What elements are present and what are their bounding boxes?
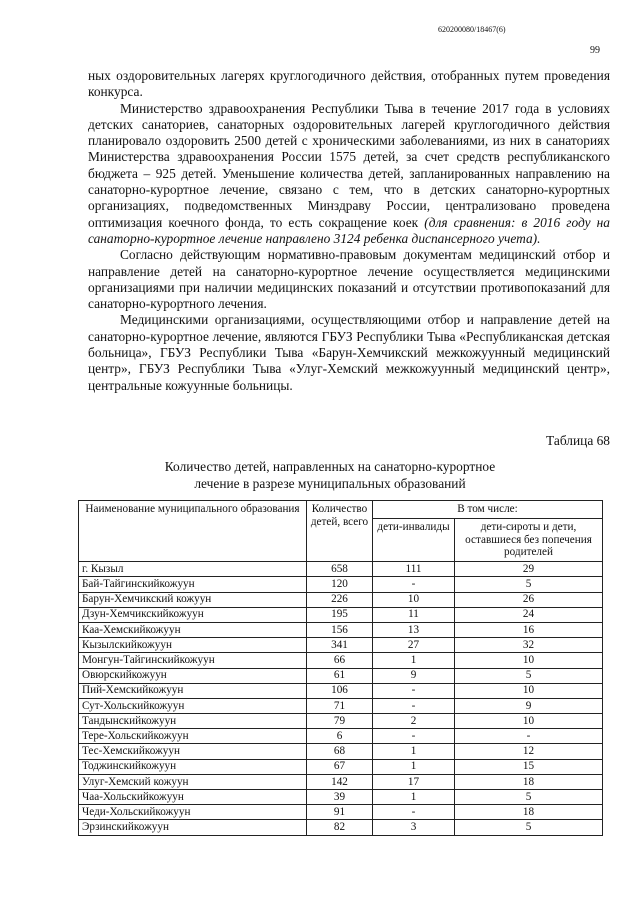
document-id: 620200080/18467(6) xyxy=(438,25,506,34)
total-cell: 66 xyxy=(307,653,373,668)
orphans-cell: 5 xyxy=(455,577,603,592)
table-row xyxy=(79,592,603,607)
name-cell: Эрзинскийкожуун xyxy=(79,820,307,835)
total-cell: 71 xyxy=(307,698,373,713)
disabled-cell: 1 xyxy=(373,759,455,774)
total-cell: 79 xyxy=(307,714,373,729)
table-row xyxy=(79,790,603,805)
paragraph xyxy=(88,247,610,312)
total-cell: 341 xyxy=(307,638,373,653)
total-cell: 39 xyxy=(307,790,373,805)
table-row xyxy=(79,607,603,622)
orphans-cell: 12 xyxy=(455,744,603,759)
total-cell: 68 xyxy=(307,744,373,759)
total-cell: 91 xyxy=(307,805,373,820)
disabled-cell: - xyxy=(373,683,455,698)
name-cell: Монгун-Тайгинскийкожуун xyxy=(79,653,307,668)
total-cell: 226 xyxy=(307,592,373,607)
disabled-cell: 1 xyxy=(373,744,455,759)
orphans-cell: 16 xyxy=(455,622,603,637)
table-row xyxy=(79,577,603,592)
disabled-cell: - xyxy=(373,698,455,713)
total-cell: 120 xyxy=(307,577,373,592)
table-title-line-1: Количество детей, направленных на санаторно-курортное xyxy=(164,459,496,474)
orphans-cell: 5 xyxy=(455,668,603,683)
disabled-cell: 13 xyxy=(373,622,455,637)
table-row xyxy=(79,653,603,668)
disabled-cell: 17 xyxy=(373,774,455,789)
table-title xyxy=(80,458,580,492)
col-header-group: В том числе: xyxy=(373,501,603,519)
table-row xyxy=(79,683,603,698)
orphans-cell: 26 xyxy=(455,592,603,607)
table-row xyxy=(79,562,603,577)
name-cell: Пий-Хемскийкожуун xyxy=(79,683,307,698)
disabled-cell: 9 xyxy=(373,668,455,683)
body-text xyxy=(88,68,610,394)
table-row xyxy=(79,805,603,820)
name-cell: Чаа-Хольскийкожуун xyxy=(79,790,307,805)
table-row xyxy=(79,698,603,713)
orphans-cell: 24 xyxy=(455,607,603,622)
name-cell: Тес-Хемскийкожуун xyxy=(79,744,307,759)
table-body xyxy=(79,562,603,835)
disabled-cell: - xyxy=(373,805,455,820)
col-header-total: Количество детей, всего xyxy=(307,501,373,562)
name-cell: Каа-Хемскийкожуун xyxy=(79,622,307,637)
orphans-cell: 32 xyxy=(455,638,603,653)
orphans-cell: 10 xyxy=(455,683,603,698)
total-cell: 106 xyxy=(307,683,373,698)
name-cell: Тандынскийкожуун xyxy=(79,714,307,729)
total-cell: 67 xyxy=(307,759,373,774)
paragraph-italic-text: (для сравнения: в 2016 году на санаторно-курортное лечение направлено 3124 ребенка диспансерного учета). xyxy=(88,214,610,246)
name-cell: Дзун-Хемчикскийкожуун xyxy=(79,607,307,622)
table-row xyxy=(79,714,603,729)
orphans-cell: 9 xyxy=(455,698,603,713)
disabled-cell: 10 xyxy=(373,592,455,607)
disabled-cell: 1 xyxy=(373,790,455,805)
children-table xyxy=(78,500,603,836)
total-cell: 61 xyxy=(307,668,373,683)
total-cell: 82 xyxy=(307,820,373,835)
table-row xyxy=(79,759,603,774)
paragraph xyxy=(88,312,610,393)
orphans-cell: - xyxy=(455,729,603,744)
col-header-name: Наименование муниципального образования xyxy=(79,501,307,562)
paragraph-text: Медицинскими организациями, осуществляющими отбор и направление детей на санаторно-курортное лечение, являются ГБУЗ Республики Тыва «Республиканская детская больница», ГБУЗ Республики Тыва «Барун-Хемчикский межкожуунный медицинский центр», ГБУЗ Республики Тыва «Улуг-Хемский межкожуунный медицинский центр», центральные кожуунные больницы. xyxy=(88,312,610,393)
paragraph-text: Согласно действующим нормативно-правовым документам медицинский отбор и направление детей на санаторно-курортное лечение осуществляется медицинскими организациями при наличии медицинских показаний и отсутствии противопоказаний для санаторно-курортного лечения. xyxy=(88,247,610,312)
total-cell: 6 xyxy=(307,729,373,744)
orphans-cell: 10 xyxy=(455,653,603,668)
orphans-cell: 18 xyxy=(455,774,603,789)
name-cell: Овюрскийкожуун xyxy=(79,668,307,683)
table-row xyxy=(79,668,603,683)
disabled-cell: 1 xyxy=(373,653,455,668)
name-cell: Тере-Хольскийкожуун xyxy=(79,729,307,744)
table-row xyxy=(79,622,603,637)
name-cell: Улуг-Хемский кожуун xyxy=(79,774,307,789)
paragraph-text: ных оздоровительных лагерях круглогодичного действия, отобранных путем проведения конкурса. xyxy=(88,68,610,100)
orphans-cell: 15 xyxy=(455,759,603,774)
orphans-cell: 18 xyxy=(455,805,603,820)
paragraph xyxy=(88,101,610,248)
col-header-orphans: дети-сироты и дети, оставшиеся без попечения родителей xyxy=(455,518,603,561)
name-cell: Чеди-Хольскийкожуун xyxy=(79,805,307,820)
total-cell: 142 xyxy=(307,774,373,789)
name-cell: Тоджинскийкожуун xyxy=(79,759,307,774)
disabled-cell: - xyxy=(373,729,455,744)
name-cell: Сут-Хольскийкожуун xyxy=(79,698,307,713)
col-header-disabled: дети-инвалиды xyxy=(373,518,455,561)
table-row xyxy=(79,638,603,653)
total-cell: 156 xyxy=(307,622,373,637)
name-cell: Бай-Тайгинскийкожуун xyxy=(79,577,307,592)
disabled-cell: 111 xyxy=(373,562,455,577)
disabled-cell: 11 xyxy=(373,607,455,622)
name-cell: г. Кызыл xyxy=(79,562,307,577)
page-number: 99 xyxy=(590,45,600,56)
table-title-line-2: лечение в разрезе муниципальных образований xyxy=(194,476,466,491)
orphans-cell: 29 xyxy=(455,562,603,577)
total-cell: 195 xyxy=(307,607,373,622)
disabled-cell: - xyxy=(373,577,455,592)
name-cell: Барун-Хемчикский кожуун xyxy=(79,592,307,607)
table-row xyxy=(79,820,603,835)
orphans-cell: 5 xyxy=(455,820,603,835)
table-row xyxy=(79,744,603,759)
orphans-cell: 10 xyxy=(455,714,603,729)
disabled-cell: 3 xyxy=(373,820,455,835)
disabled-cell: 27 xyxy=(373,638,455,653)
table-row xyxy=(79,774,603,789)
disabled-cell: 2 xyxy=(373,714,455,729)
name-cell: Кызылскийкожуун xyxy=(79,638,307,653)
paragraph xyxy=(88,68,610,101)
orphans-cell: 5 xyxy=(455,790,603,805)
total-cell: 658 xyxy=(307,562,373,577)
paragraph-text: Министерство здравоохранения Республики Тыва в течение 2017 года в условиях детских санаториев, санаторных оздоровительных лагерей круглогодичного действия планировало оздоровить 2500 детей с хроническими заболеваниями, из них в санаториях Министерства здравоохранения России 1575 детей, за счет средств республиканского бюджета – 925 детей. Уменьшение количества детей, запланированных направлению на санаторно-курортное лечение, связано с тем, что в детских санаторно-курортных организациях, подведомственных Минздраву России, централизовано проведена оптимизация коечного фонда, то есть сокращение коек xyxy=(88,100,610,230)
table-row xyxy=(79,729,603,744)
table-number: Таблица 68 xyxy=(546,433,610,448)
